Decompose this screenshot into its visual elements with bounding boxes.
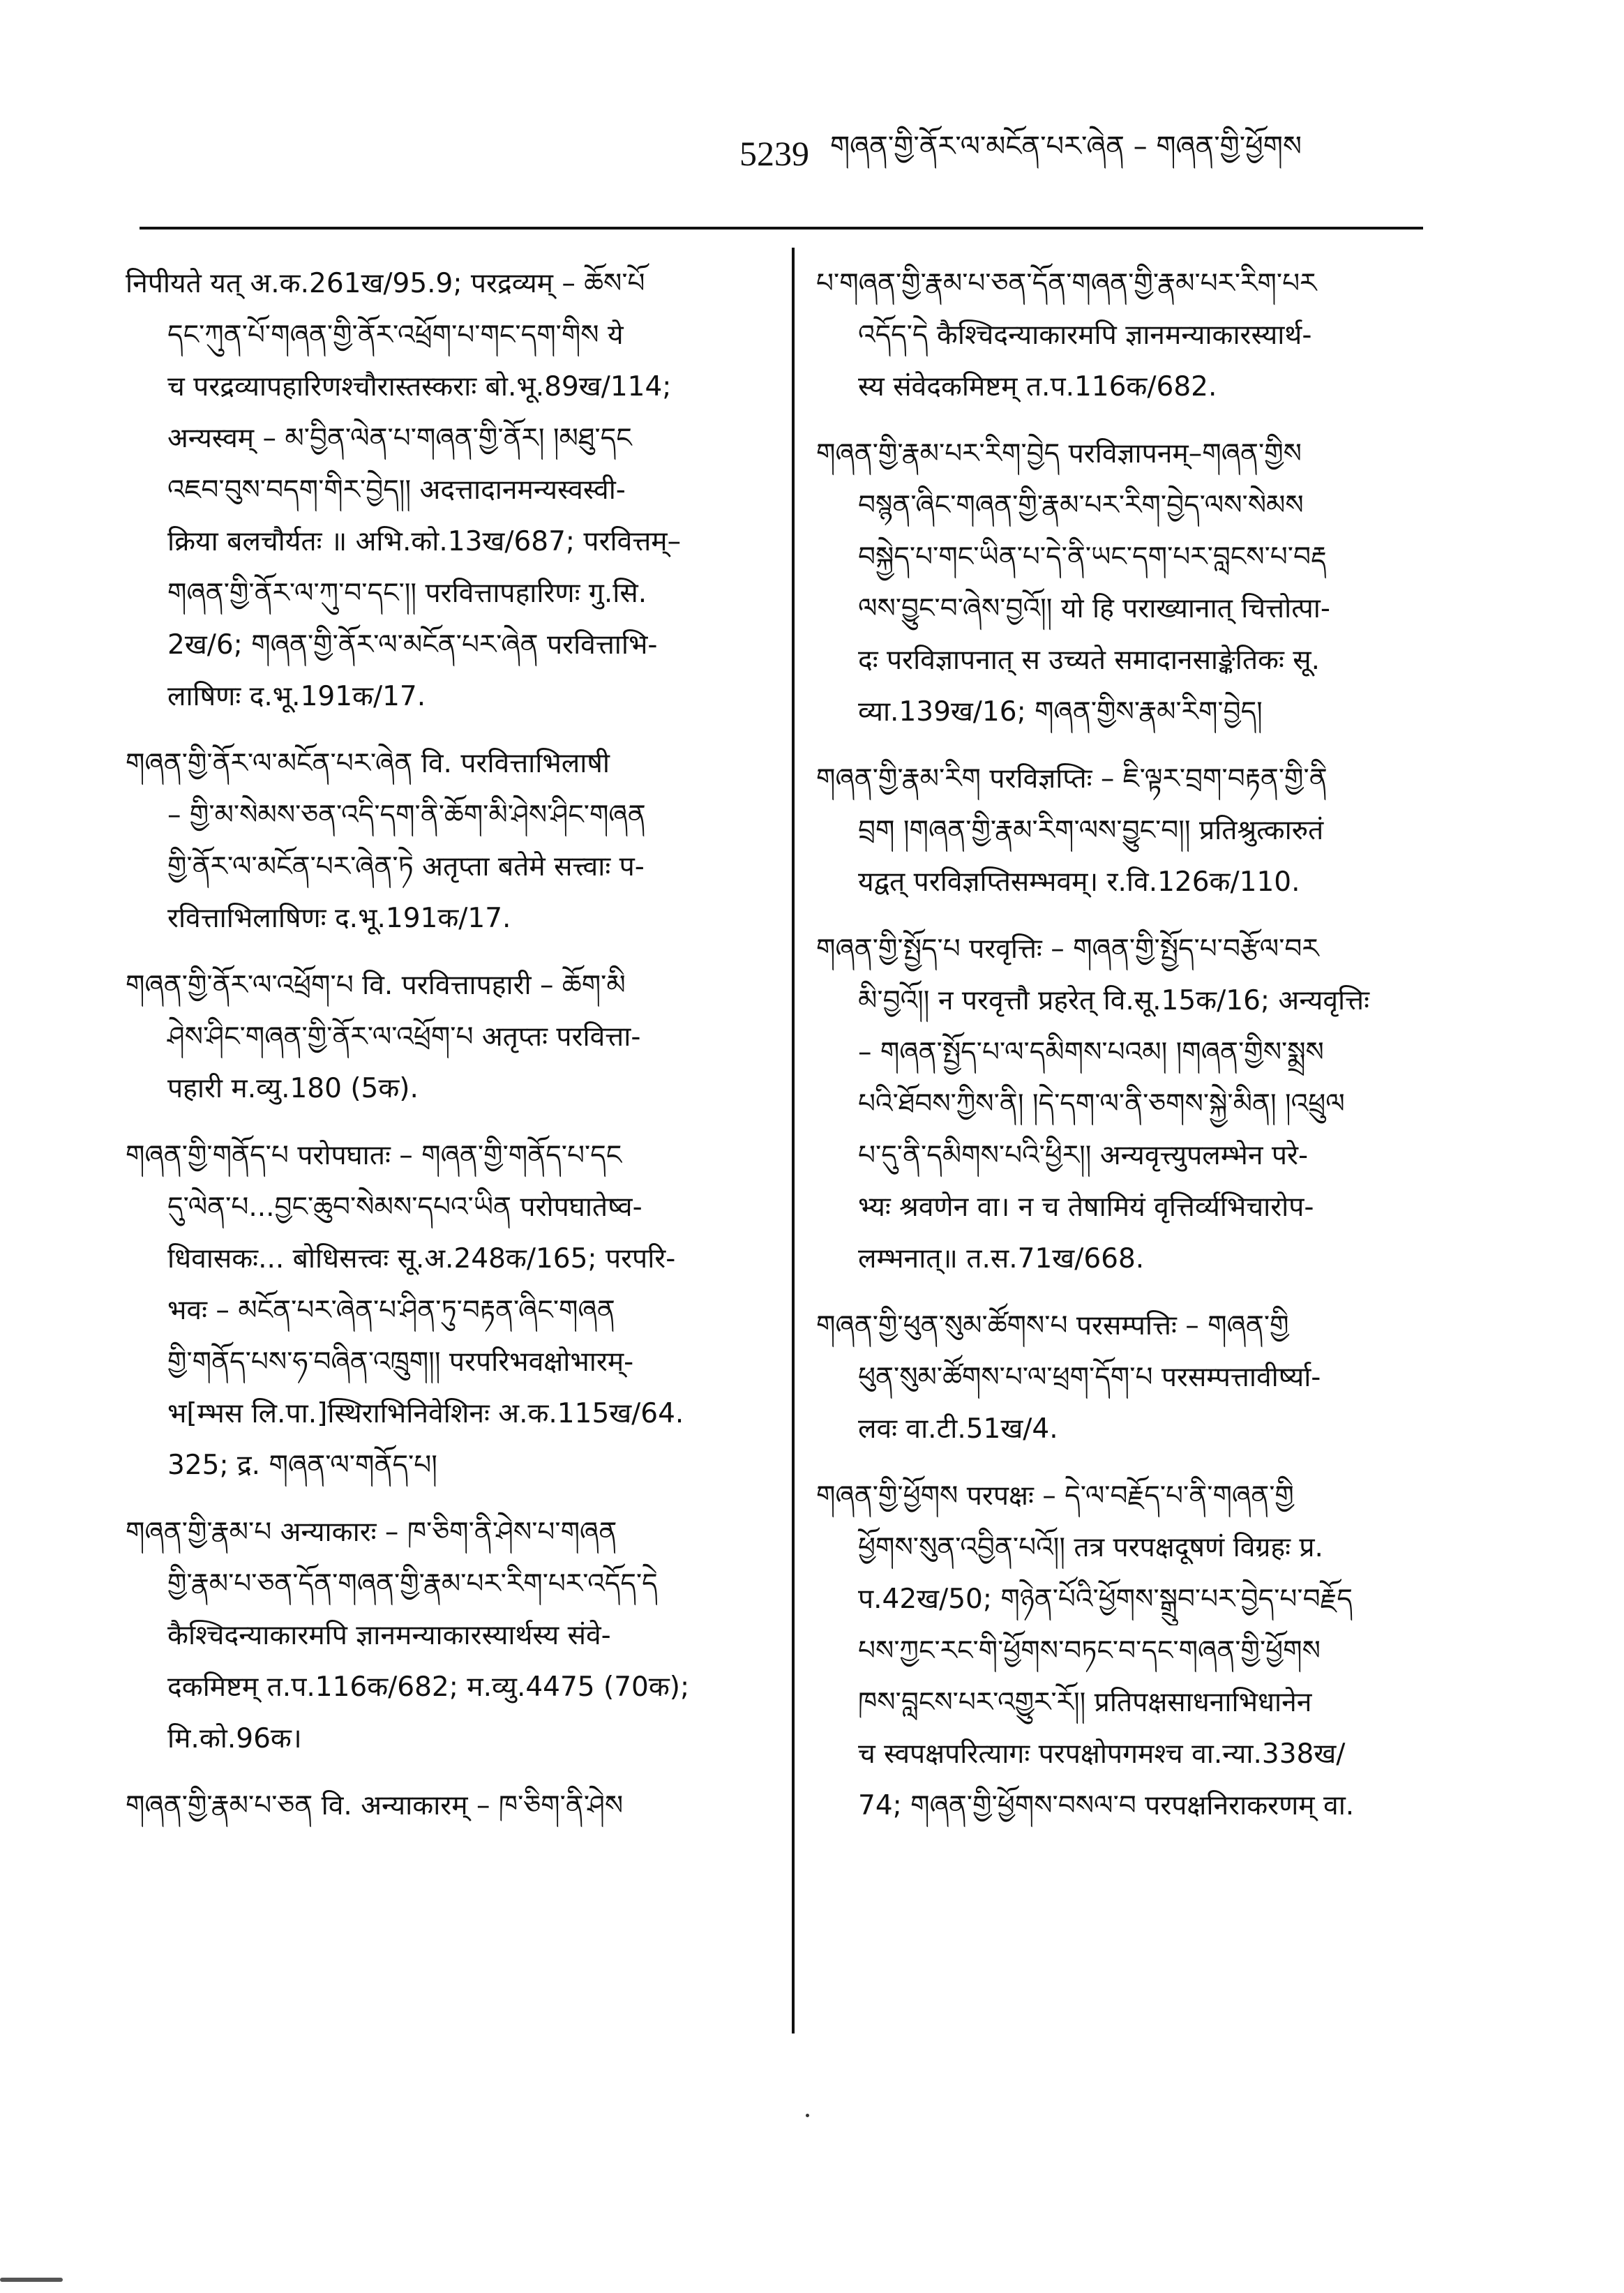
running-head: གཞན་གྱི་ནོར་ལ་མངོན་པར་ཞེན – གཞན་གྱི་ཕྱོགས — [830, 130, 1302, 163]
dictionary-entry — [126, 1507, 760, 1765]
dictionary-entry — [126, 738, 760, 945]
entry-text-line: भवः – མངོན་པར་ཞེན་པ་ཤིན་ཏུ་བརྟན་ཞིང་གཞན — [167, 1295, 615, 1326]
page-number: 5239 — [739, 134, 809, 173]
entry-headword-line: གཞན་གྱི་ནོར་ལ་འཕྲོག་པ वि. परवित्तापहारी – ཆོག་མི — [126, 970, 626, 1001]
entry-text-line: लाषिणः द.भू.191क/17. — [167, 681, 426, 712]
entry-text-line: པའི་ཐོབས་ཀྱིས་ནི། །དེ་དག་ལ་ནི་ཅགས་སྐྱེ་མིན། །འཕྲུལ — [858, 1088, 1345, 1120]
entry-text-line: ཕུན་སུམ་ཚོགས་པ་ལ་ཕྲག་དོག་པ परसम्पत्तावीर्ष्या- — [858, 1362, 1321, 1393]
entry-headword-line: གཞན་གྱི་རྣམ་པ अन्याकारः – ཁ་ཅིག་ནི་ཤེས་པ་གཞན — [126, 1517, 617, 1548]
entry-text-line: གྱི་རྣམ་པ་ཅན་དོན་གཞན་གྱི་རྣམ་པར་རིག་པར་འདོད་དེ — [167, 1568, 658, 1600]
entry-text-line: གྱི་ནོར་ལ་མངོན་པར་ཞེན་ཏེ अतृप्ता बतेमे सत्त्वाः प- — [167, 851, 645, 882]
dictionary-entry — [816, 258, 1444, 413]
entry-text-line: कैश्चिदन्याकारमपि ज्ञानमन्याकारस्यार्थस्य संवे- — [167, 1620, 611, 1651]
entry-headword-line: གཞན་གྱི་རྣམ་པར་རིག་བྱེད परविज्ञापनम्–གཞན་གྱིས — [816, 438, 1302, 469]
entry-text-line: ཕྱོགས་སུན་འབྱིན་པའོ།། तत्र परपक्षदूषणं विग्रहः प्र. — [858, 1532, 1323, 1563]
entry-text-line: – གཞན་སྤྱོད་པ་ལ་དམིགས་པའམ། །གཞན་གྱིས་སྨྲས — [858, 1037, 1324, 1068]
page-header — [739, 126, 1437, 181]
entry-text-line: ཁས་བླངས་པར་འགྱུར་རོ།། प्रतिपक्षसाधनाभिधानेन — [858, 1687, 1312, 1718]
entry-text-line: བསྙན་ཞིང་གཞན་གྱི་རྣམ་པར་རིག་བྱེད་ལས་སེམས — [858, 490, 1304, 521]
entry-text-line: ལས་བྱུང་བ་ཞེས་བྱའོ།། यो हि पराख्यानात् चित्तोत्पा- — [858, 593, 1330, 624]
entry-text-line: च परद्रव्यापहारिणश्चौरास्तस्कराः बो.भू.89ख/114; — [167, 371, 672, 403]
entry-text-line: དང་ཀུན་པོ་གཞན་གྱི་ནོར་འཕྲོག་པ་གང་དག་གིས ये — [167, 319, 624, 351]
entry-text-line: 325; द्र. གཞན་ལ་གནོད་པ། — [167, 1450, 437, 1481]
dictionary-entry — [816, 1300, 1444, 1455]
entry-text-line: མི་བྱའོ།། न परवृत्तौ प्रहरेत् वि.सू.15क/16; अन्यवृत्तिः — [858, 985, 1369, 1016]
entry-text-line: པས་ཀྱང་རང་གི་ཕྱོགས་བཏང་བ་དང་གཞན་གྱི་ཕྱོགས — [858, 1635, 1321, 1667]
print-speck — [806, 2114, 809, 2117]
entry-text-line: स्य संवेदकमिष्टम् त.प.116क/682. — [858, 371, 1217, 403]
entry-text-line: च स्वपक्षपरित्यागः परपक्षोपगमश्च वा.न्या.338ख/ — [858, 1738, 1346, 1770]
dictionary-entry — [816, 753, 1444, 908]
entry-text-line: दकमिष्टम् त.प.116क/682; म.व्यु.4475 (70क); — [167, 1671, 690, 1703]
entry-text-line: प.42ख/50; གཉེན་པོའི་ཕྱོགས་སྒྲུབ་པར་བྱེད་པ་བརྗོད — [858, 1584, 1353, 1615]
entry-text-line: འཇབ་བུས་བདག་གིར་བྱེད།། अदत्तादानमन्यस्वस्वी- — [167, 474, 626, 506]
entry-text-line: भ्यः श्रवणेन वा। न च तेषामियं वृत्तिर्व्यभिचारोप- — [858, 1191, 1314, 1223]
entry-text-line: रवित्ताभिलाषिणः द.भू.191क/17. — [167, 903, 511, 934]
entry-text-line: लवः वा.टी.51ख/4. — [858, 1413, 1058, 1445]
entry-text-line: བྲག །གཞན་གྱི་རྣམ་རིག་ལས་བྱུང་བ།། प्रतिश्रुत्कारुतं — [858, 815, 1324, 846]
dictionary-entry — [126, 1780, 760, 1832]
dictionary-entry — [816, 428, 1444, 738]
entry-headword-line: གཞན་གྱི་གནོད་པ परोपघातः – གཞན་གྱི་གནོད་པ་དང — [126, 1140, 622, 1171]
entry-text-line: धिवासकः... बोधिसत्त्वः सू.अ.248क/165; परपरि- — [167, 1243, 676, 1275]
entry-headword-line: གཞན་གྱི་ནོར་ལ་མངོན་པར་ཞེན वि. परवित्ताभिलाषी — [126, 748, 610, 779]
column-divider — [792, 248, 795, 2033]
entry-text-line: ཤེས་ཤིང་གཞན་གྱི་ནོར་ལ་འཕྲོག་པ अतृप्तः परवित्ता- — [167, 1021, 641, 1053]
entry-text-line: क्रिया बलचौर्यतः ॥ अभि.को.13ख/687; परवित्तम्– — [167, 526, 682, 557]
entry-text-line: གྱི་གནོད་པས་ཧ་བཞིན་འཁྲུག།། परपरिभवक्षोभारम्- — [167, 1346, 634, 1378]
entry-text-line: དུ་ལེན་པ...བྱང་ཆུབ་སེམས་དཔའ་ཡིན परोपघातेष्व- — [167, 1191, 642, 1223]
dictionary-entry — [816, 924, 1444, 1285]
entry-headword-line: གཞན་གྱི་རྣམ་པ་ཅན वि. अन्याकारम् – ཁ་ཅིག་ནི་ཤེས — [126, 1790, 624, 1821]
entry-text-line: གཞན་གྱི་ནོར་ལ་ཀུ་བ་དང་།། परवित्तापहारिणः गु.सि. — [167, 578, 647, 609]
dictionary-entry — [126, 960, 760, 1115]
entry-text-line: मि.को.96क। — [167, 1723, 302, 1754]
header-rule — [140, 227, 1423, 230]
entry-text-line: दः परविज्ञापनात् स उच्यते समादानसाङ्केतिकः सू. — [858, 645, 1321, 676]
entry-text-line: यद्वत् परविज्ञप्तिसम्भवम्। र.वि.126क/110. — [858, 866, 1300, 898]
entry-headword-line: གཞན་གྱི་ཕུན་སུམ་ཚོགས་པ परसम्पत्तिः – གཞན་གྱི — [816, 1310, 1289, 1341]
entry-text-line: 2ख/6; གཞན་གྱི་ནོར་ལ་མངོན་པར་ཞེན परवित्ताभि- — [167, 629, 658, 661]
entry-text-line: 74; གཞན་གྱི་ཕྱོགས་བསལ་བ परपक्षनिराकरणम् वा. — [858, 1790, 1355, 1821]
entry-text-line: अन्यस्वम् – མ་བྱིན་ལེན་པ་གཞན་གྱི་ནོར། །མཐུ་དང — [167, 423, 632, 454]
dictionary-entry — [126, 1130, 760, 1491]
entry-headword-line: निपीयते यत् अ.क.261ख/95.9; परद्रव्यम् – ཆོས་པོ — [126, 268, 645, 299]
dictionary-entry — [126, 258, 760, 723]
entry-text-line: བསྐྱེད་པ་གང་ཡིན་པ་དེ་ནི་ཡང་དག་པར་བླངས་པ་བརྡ — [858, 541, 1327, 573]
right-column — [816, 258, 1444, 1847]
entry-text-line: འདོད་དེ कैश्चिदन्याकारमपि ज्ञानमन्याकारस्यार्थ- — [858, 319, 1312, 351]
entry-text-line: भ[म्भस लि.पा.]स्थिराभिनिवेशिनः अ.क.115ख/64. — [167, 1398, 684, 1429]
entry-headword-line: པ་གཞན་གྱི་རྣམ་པ་ཅན་དོན་གཞན་གྱི་རྣམ་པར་རིག་པར — [816, 268, 1317, 299]
entry-text-line: व्या.139ख/16; གཞན་གྱིས་རྣམ་རིག་བྱེད། — [858, 696, 1263, 728]
dictionary-entry — [816, 1471, 1444, 1832]
entry-headword-line: གཞན་གྱི་རྣམ་རིག परविज्ञप्तिः – ཇི་ལྟར་བྲག་བརྟན་གྱི་ནི — [816, 763, 1328, 795]
entry-headword-line: གཞན་གྱི་ཕྱོགས परपक्षः – དེ་ལ་བརྗོད་པ་ནི་གཞན་གྱི — [816, 1480, 1294, 1512]
scan-smudge — [0, 2278, 63, 2282]
entry-headword-line: གཞན་གྱི་སྤྱོད་པ परवृत्तिः – གཞན་གྱི་སྤྱོད་པ་བརྩོལ་བར — [816, 933, 1319, 965]
entry-text-line: पहारी म.व्यु.180 (5क). — [167, 1073, 419, 1104]
entry-text-line: लम्भनात्॥ त.स.71ख/668. — [858, 1243, 1145, 1275]
left-column — [126, 258, 760, 1847]
entry-text-line: པ་དུ་ནི་དམིགས་པའི་ཕྱིར།། अन्यवृत्त्युपलम्भेन परे- — [858, 1140, 1309, 1171]
entry-text-line: – གྱི་མ་སེམས་ཅན་འདི་དག་ནི་ཆོག་མི་ཤེས་ཤིང་གཞན — [167, 799, 646, 831]
